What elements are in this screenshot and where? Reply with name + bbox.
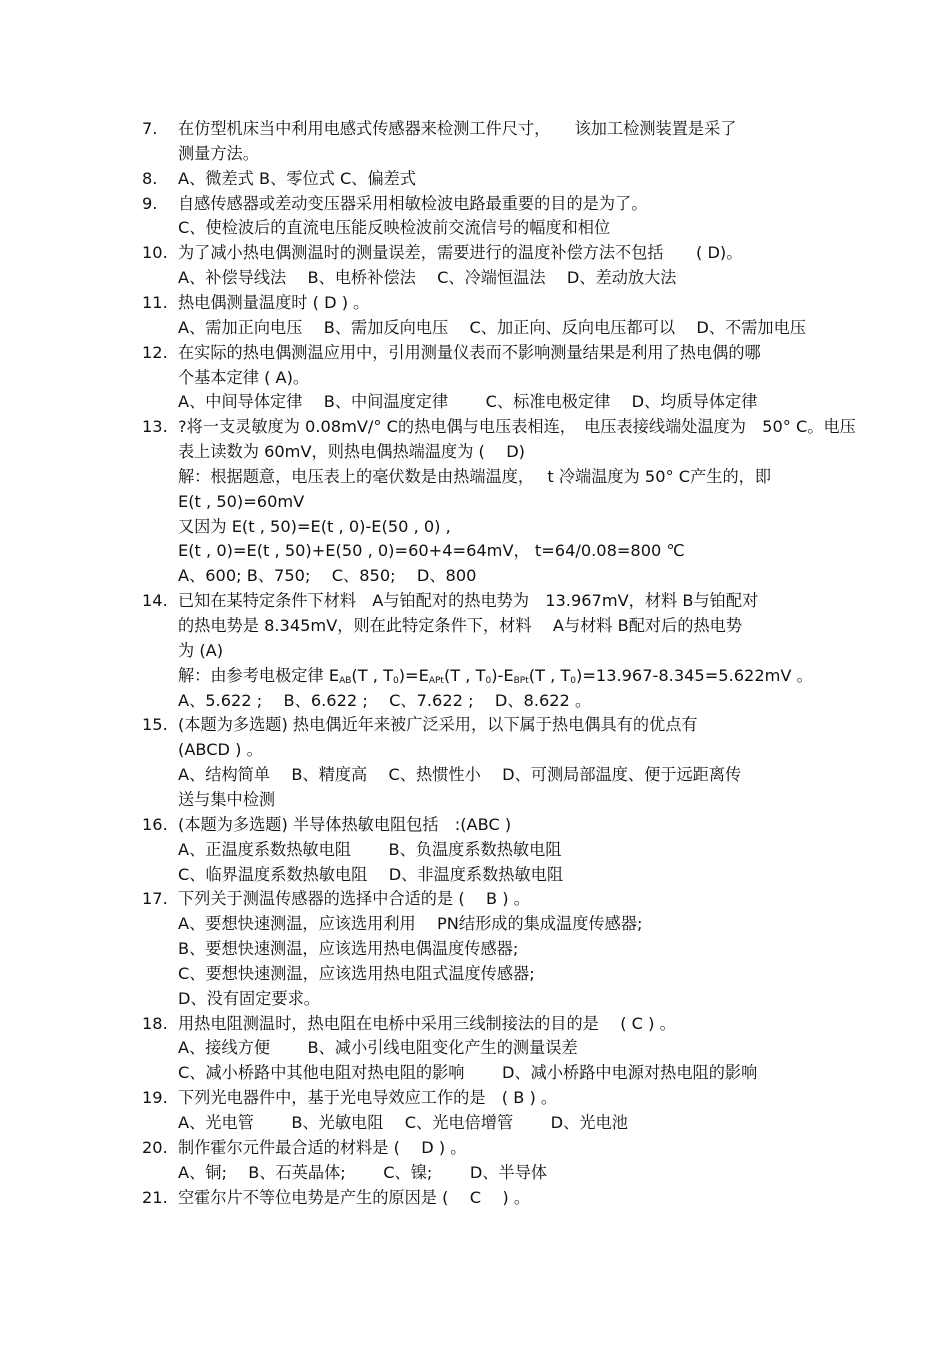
- question-line: A、600; B、750; C、850; D、800: [178, 566, 477, 586]
- question-line: A、中间导体定律 B、中间温度定律 C、标准电极定律 D、均质导体定律: [178, 392, 758, 412]
- question-line: B、要想快速测温，应该选用热电偶温度传感器;: [178, 939, 519, 959]
- question-number: 14.: [142, 591, 168, 611]
- question-line: 下列光电器件中，基于光电导效应工作的是 ( B ) 。: [178, 1088, 558, 1108]
- question-line: A、需加正向电压 B、需加反向电压 C、加正向、反向电压都可以 D、不需加电压: [178, 317, 806, 337]
- question-line: 表上读数为 60mV，则热电偶热端温度为 ( D): [178, 442, 525, 462]
- question-number: 17.: [142, 889, 168, 909]
- question-line: 用热电阻测温时，热电阻在电桥中采用三线制接法的目的是 ( C ) 。: [178, 1013, 676, 1033]
- question-line: 制作霍尔元件最合适的材料是 ( D ) 。: [178, 1137, 467, 1157]
- question-line: 解：根据题意，电压表上的毫伏数是由热端温度， t 冷端温度为 50° C产生的，即: [178, 466, 772, 486]
- question-number: 15.: [142, 715, 168, 735]
- question-number: 8.: [142, 168, 158, 188]
- question-number: 7.: [142, 119, 158, 138]
- question-number: 10.: [142, 243, 168, 263]
- question-line: 热电偶测量温度时 ( D ) 。: [178, 292, 370, 312]
- question-line: C、要想快速测温，应该选用热电阻式温度传感器;: [178, 963, 535, 983]
- question-number: 11.: [142, 292, 168, 312]
- question-line: A、5.622 ; B、6.622 ; C、7.622 ; D、8.622 。: [178, 690, 592, 710]
- question-line: 在实际的热电偶测温应用中，引用测量仪表而不影响测量结果是利用了热电偶的哪: [178, 342, 761, 362]
- question-line: 个基本定律 ( A)。: [178, 367, 310, 387]
- question-line: A、要想快速测温，应该选用利用 PN结形成的集成温度传感器;: [178, 914, 643, 934]
- question-number: 21.: [142, 1187, 168, 1207]
- question-line: E(t , 50)=60mV: [178, 491, 305, 511]
- question-line: A、光电管 B、光敏电阻 C、光电倍增管 D、光电池: [178, 1113, 628, 1132]
- question-line: 测量方法。: [178, 143, 259, 163]
- question-line: 在仿型机床当中利用电感式传感器来检测工件尺寸， 该加工检测装置是采了: [178, 119, 737, 138]
- question-line: 又因为 E(t , 50)=E(t , 0)-E(50 , 0) ,: [178, 516, 451, 536]
- question-line: 下列关于测温传感器的选择中合适的是 ( B ) 。: [178, 889, 530, 909]
- question-line: ?将一支灵敏度为 0.08mV/° C的热电偶与电压表相连， 电压表接线端处温度为 50° C。电压: [178, 417, 856, 437]
- question-number: 18.: [142, 1013, 168, 1033]
- question-line: A、补偿导线法 B、电桥补偿法 C、冷端恒温法 D、差动放大法: [178, 268, 677, 288]
- question-line: C、减小桥路中其他电阻对热电阻的影响 D、减小桥路中电源对热电阻的影响: [178, 1063, 758, 1083]
- question-number: 19.: [142, 1088, 168, 1108]
- question-line: 已知在某特定条件下材料 A与铂配对的热电势为 13.967mV，材料 B与铂配对: [178, 591, 759, 611]
- question-line: 解：由参考电极定律 $E_{AB}(T$ , $T_0)=E_{APt}(T$ , $T_0)-E_{BPt}(T$ , $T_0)=13.967-8.345=5.622mV$ 。: [178, 665, 813, 686]
- question-line: C、临界温度系数热敏电阻 D、非温度系数热敏电阻: [178, 864, 564, 884]
- question-line: (本题为多选题) 热电偶近年来被广泛采用，以下属于热电偶具有的优点有: [178, 715, 698, 735]
- question-line: 自感传感器或差动变压器采用相敏检波电路最重要的目的是为了。: [178, 193, 648, 213]
- question-line: 为 (A): [178, 640, 224, 660]
- question-line: 送与集中检测: [178, 789, 276, 809]
- question-line: (ABCD ) 。: [178, 740, 263, 760]
- question-line: A、接线方便 B、减小引线电阻变化产生的测量误差: [178, 1038, 578, 1058]
- question-line: 为了减小热电偶测温时的测量误差，需要进行的温度补偿方法不包括 ( D)。: [178, 243, 743, 263]
- question-number: 16.: [142, 814, 168, 834]
- question-number: 20.: [142, 1137, 168, 1157]
- question-line: A、微差式 B、零位式 C、偏差式: [178, 168, 417, 188]
- question-line: A、结构简单 B、精度高 C、热惯性小 D、可测局部温度、便于远距离传: [178, 765, 742, 785]
- question-line: A、铜; B、石英晶体; C、镍; D、半导体: [178, 1162, 548, 1182]
- question-number: 13.: [142, 417, 168, 437]
- question-number: 12.: [142, 342, 168, 362]
- question-line: (本题为多选题) 半导体热敏电阻包括 :(ABC ): [178, 814, 512, 834]
- question-line: E(t , 0)=E(t , 50)+E(50 , 0)=60+4=64mV， t=64/0.08=800 ℃: [178, 541, 685, 561]
- question-number: 9.: [142, 193, 158, 213]
- question-line: A、正温度系数热敏电阻 B、负温度系数热敏电阻: [178, 839, 562, 859]
- question-line: D、没有固定要求。: [178, 988, 320, 1008]
- question-line: C、使检波后的直流电压能反映检波前交流信号的幅度和相位: [178, 218, 611, 238]
- question-line: 的热电势是 8.345mV，则在此特定条件下，材料 A与材料 B配对后的热电势: [178, 616, 743, 635]
- question-line: 空霍尔片不等位电势是产生的原因是 ( C ) 。: [178, 1187, 531, 1207]
